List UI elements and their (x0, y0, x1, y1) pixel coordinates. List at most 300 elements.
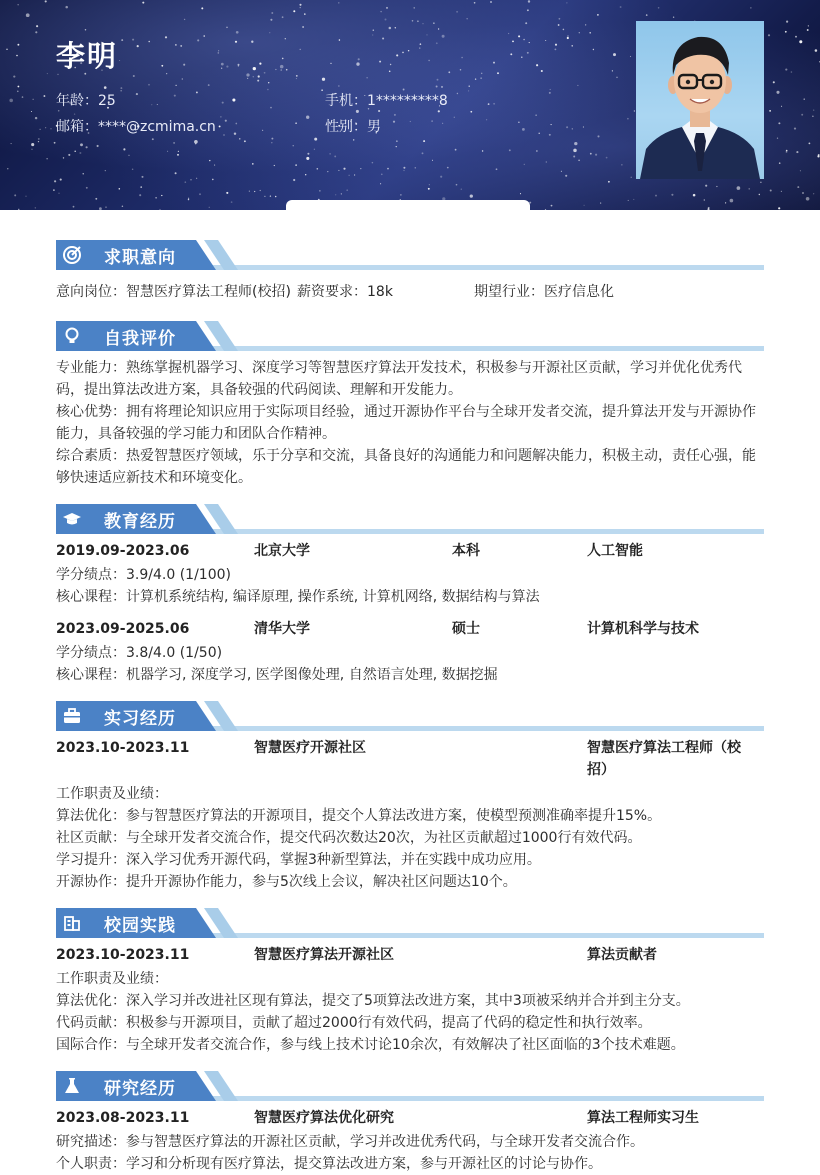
edu-school: 北京大学 (254, 543, 310, 559)
research-line: 研究描述：参与智慧医疗算法的开源社区贡献，学习并改进优秀代码，与全球开发者交流合作。 (56, 1134, 644, 1150)
star-dot (454, 117, 455, 118)
star-dot (561, 171, 562, 172)
star-dot (621, 164, 622, 165)
star-dot (330, 63, 331, 64)
star-dot (254, 191, 255, 192)
edu-courses: 核心课程：计算机系统结构, 编译原理, 操作系统, 计算机网络, 数据结构与算法 (56, 589, 540, 605)
star-dot (768, 34, 770, 36)
star-dot (550, 89, 551, 90)
star-dot (408, 50, 409, 51)
star-dot (142, 2, 144, 4)
star-dot (800, 170, 801, 171)
section-title: 校园实践 (104, 916, 176, 936)
campus-details (56, 968, 764, 1056)
campus-line: 代码贡献：积极参与开源项目，贡献了超过2000行有效代码，提高了代码的稳定性和执行效率。 (56, 1015, 652, 1031)
star-dot (188, 199, 190, 201)
star-dot (809, 143, 811, 145)
star-dot (199, 193, 201, 195)
header-notch (286, 200, 530, 212)
star-dot (808, 25, 809, 26)
star-dot (262, 130, 263, 131)
star-dot (258, 75, 260, 77)
star-dot (219, 125, 221, 127)
star-dot (31, 149, 32, 150)
star-dot (389, 71, 391, 73)
section-title: 实习经历 (104, 709, 176, 729)
star-dot (184, 19, 185, 20)
star-dot (785, 31, 787, 33)
star-dot (646, 14, 648, 16)
star-dot (470, 194, 473, 197)
research-org: 智慧医疗算法优化研究 (254, 1110, 394, 1126)
star-dot (349, 175, 350, 176)
star-dot (525, 22, 527, 24)
star-dot (314, 149, 315, 150)
edu-degree: 硕士 (452, 621, 480, 637)
star-dot (45, 0, 47, 2)
star-dot (234, 132, 236, 134)
star-dot (777, 138, 778, 139)
gender-info: 性别：男 (325, 119, 381, 135)
star-dot (319, 190, 320, 191)
star-dot (31, 143, 34, 146)
star-dot (252, 163, 254, 165)
campus-row (56, 944, 764, 966)
self-eval-paragraph: 专业能力：熟练掌握机器学习、深度学习等智慧医疗算法开发技术，积极参与开源社区贡献，学习并优化优秀代码，提出算法改进方案，具备较强的代码阅读、理解和开发能力。 (56, 360, 742, 398)
star-dot (593, 49, 594, 50)
star-dot (386, 7, 388, 9)
star-dot (573, 156, 575, 158)
star-dot (286, 69, 288, 71)
star-dot (373, 29, 374, 30)
star-dot (818, 154, 820, 156)
star-dot (433, 22, 434, 23)
star-dot (253, 67, 256, 70)
star-dot (441, 86, 443, 88)
edu-gpa: 学分绩点：3.8/4.0 (1/50) (56, 645, 223, 661)
star-dot (716, 186, 717, 187)
star-dot (436, 42, 438, 44)
star-dot (417, 20, 419, 22)
star-dot (673, 17, 674, 18)
star-dot (521, 56, 522, 57)
star-dot (119, 60, 120, 61)
section-title: 教育经历 (104, 512, 176, 532)
star-dot (600, 203, 601, 204)
star-dot (6, 49, 7, 50)
star-dot (437, 79, 439, 81)
star-dot (806, 197, 810, 201)
star-dot (338, 170, 339, 171)
star-dot (571, 45, 572, 46)
star-dot (280, 65, 284, 69)
star-dot (438, 110, 440, 112)
intern-period: 2023.10-2023.11 (56, 740, 190, 756)
star-dot (482, 150, 483, 151)
star-dot (86, 187, 88, 189)
star-dot (705, 185, 707, 187)
star-dot (275, 69, 276, 70)
star-dot (220, 116, 221, 117)
star-dot (152, 138, 154, 140)
star-dot (221, 63, 224, 66)
star-dot (225, 120, 227, 122)
intern-line: 工作职责及业绩： (56, 786, 168, 802)
star-dot (269, 32, 270, 33)
star-dot (58, 193, 59, 194)
star-dot (167, 151, 168, 152)
star-dot (671, 194, 673, 196)
star-dot (99, 207, 102, 210)
star-dot (394, 114, 396, 116)
star-dot (46, 158, 47, 159)
star-dot (509, 149, 511, 151)
star-dot (335, 194, 336, 195)
star-dot (14, 194, 16, 196)
star-dot (306, 157, 309, 160)
star-dot (508, 33, 509, 34)
star-dot (136, 93, 138, 95)
star-dot (274, 165, 275, 166)
intent-salary: 薪资要求：18k (297, 284, 393, 300)
star-dot (226, 27, 227, 28)
star-dot (26, 13, 30, 17)
star-dot (567, 37, 569, 39)
star-dot (804, 98, 805, 99)
star-dot (574, 142, 577, 145)
star-dot (133, 75, 135, 77)
star-dot (253, 76, 254, 77)
star-dot (223, 134, 224, 135)
star-dot (314, 138, 317, 141)
star-dot (343, 168, 345, 170)
star-dot (121, 90, 122, 91)
star-dot (35, 207, 36, 208)
intern-org: 智慧医疗开源社区 (254, 740, 366, 756)
star-dot (436, 86, 438, 88)
star-dot (65, 6, 68, 9)
self-eval-text (56, 357, 764, 489)
star-dot (235, 123, 237, 125)
star-dot (396, 54, 398, 56)
star-dot (460, 69, 462, 71)
star-dot (769, 110, 771, 112)
star-dot (799, 40, 802, 43)
star-dot (590, 153, 592, 155)
star-dot (567, 35, 569, 37)
star-dot (781, 191, 782, 192)
star-dot (527, 52, 529, 54)
star-dot (293, 10, 295, 12)
edu-school: 清华大学 (254, 621, 310, 637)
star-dot (385, 19, 387, 21)
star-dot (9, 99, 13, 103)
flask-icon (62, 1076, 82, 1096)
star-dot (360, 168, 361, 169)
star-dot (613, 53, 616, 56)
star-dot (183, 64, 185, 66)
star-dot (535, 115, 536, 116)
star-dot (387, 168, 389, 170)
star-dot (422, 152, 424, 154)
section-header-campus (56, 908, 764, 942)
star-dot (185, 181, 187, 183)
star-dot (161, 195, 162, 196)
star-dot (83, 173, 84, 174)
star-dot (218, 52, 220, 54)
star-dot (749, 188, 750, 189)
star-dot (469, 86, 470, 87)
star-dot (299, 4, 301, 6)
star-dot (584, 205, 585, 206)
star-dot (779, 162, 781, 164)
star-dot (510, 53, 512, 55)
campus-period: 2023.10-2023.11 (56, 947, 190, 963)
star-dot (403, 170, 404, 171)
star-dot (119, 188, 121, 190)
edu-courses: 核心课程：机器学习, 深度学习, 医学图像处理, 自然语言处理, 数据挖掘 (56, 667, 498, 683)
edu-period: 2019.09-2023.06 (56, 543, 190, 559)
star-dot (282, 16, 284, 18)
candidate-name: 李明 (56, 39, 119, 73)
star-dot (612, 70, 613, 71)
star-dot (173, 142, 175, 144)
star-dot (707, 208, 709, 210)
star-dot (523, 39, 525, 41)
star-dot (244, 140, 246, 142)
star-dot (551, 124, 552, 125)
star-dot (546, 161, 547, 162)
star-dot (165, 36, 167, 38)
star-dot (80, 143, 83, 146)
star-dot (17, 91, 19, 93)
star-dot (73, 206, 75, 208)
star-dot (786, 151, 788, 153)
star-dot (595, 154, 597, 156)
self-eval-paragraph: 综合素质：热爱智慧医疗领域，乐于分享和交流，具备良好的沟通能力和问题解决能力，积极主动，责任心强，能够快速适应新技术和环境变化。 (56, 448, 756, 486)
star-dot (295, 164, 297, 166)
star-dot (338, 85, 339, 86)
star-dot (33, 99, 34, 100)
star-dot (442, 35, 445, 38)
star-dot (177, 154, 179, 156)
star-dot (488, 103, 490, 105)
star-dot (246, 73, 249, 76)
star-dot (589, 32, 591, 34)
email-info: 邮箱：****@zcmima.cn (56, 119, 216, 135)
star-dot (353, 139, 354, 140)
section-header-education (56, 504, 764, 538)
star-dot (249, 191, 250, 192)
star-dot (493, 103, 495, 105)
star-dot (558, 24, 560, 26)
star-dot (730, 199, 734, 203)
star-dot (807, 29, 809, 31)
star-dot (196, 91, 198, 93)
star-dot (797, 186, 799, 188)
star-dot (518, 35, 520, 37)
section-header-research (56, 1071, 764, 1105)
campus-line: 国际合作：与全球开发者交流合作，参与线上技术讨论10余次，有效解决了社区面临的3个技术难题。 (56, 1037, 685, 1053)
star-dot (597, 14, 599, 16)
star-dot (549, 134, 551, 136)
star-dot (271, 138, 273, 140)
star-dot (54, 142, 56, 144)
star-dot (813, 193, 814, 194)
star-dot (306, 116, 309, 119)
star-dot (366, 77, 367, 78)
star-dot (486, 119, 487, 120)
star-dot (400, 194, 401, 195)
research-period: 2023.08-2023.11 (56, 1110, 190, 1126)
star-dot (317, 168, 319, 170)
star-dot (801, 114, 803, 116)
star-dot (474, 2, 476, 4)
star-dot (264, 196, 265, 197)
star-dot (7, 168, 8, 169)
star-dot (190, 179, 191, 180)
star-dot (180, 45, 182, 47)
intent-industry: 期望行业：医疗信息化 (474, 284, 614, 300)
star-dot (175, 44, 177, 46)
star-dot (50, 128, 51, 129)
star-dot (105, 206, 106, 207)
star-dot (161, 65, 163, 67)
star-dot (627, 118, 629, 120)
star-dot (354, 174, 355, 175)
star-dot (457, 93, 458, 94)
star-dot (448, 71, 450, 73)
star-dot (578, 159, 580, 161)
star-dot (270, 195, 271, 196)
star-dot (122, 205, 124, 207)
star-dot (300, 49, 301, 50)
star-dot (378, 110, 380, 112)
star-dot (74, 150, 76, 152)
star-dot (786, 21, 788, 23)
star-dot (415, 167, 416, 168)
star-dot (259, 63, 261, 65)
star-dot (13, 76, 15, 78)
star-dot (203, 35, 205, 37)
star-dot (307, 153, 309, 155)
star-dot (148, 41, 150, 43)
star-dot (251, 41, 253, 43)
star-dot (655, 195, 657, 197)
intern-line: 学习提升：深入学习优秀开源代码，掌握3种新型算法，并在实践中成功应用。 (56, 852, 541, 868)
star-dot (197, 39, 199, 41)
star-dot (796, 151, 798, 153)
star-dot (338, 2, 339, 3)
star-dot (58, 110, 60, 112)
star-dot (372, 34, 373, 35)
star-dot (175, 172, 177, 174)
education-row (56, 540, 764, 562)
intern-line: 算法优化：参与智慧医疗算法的开源项目，提交个人算法改进方案，使模型预测准确率提升15%。 (56, 808, 662, 824)
research-role: 算法工程师实习生 (587, 1110, 699, 1126)
star-dot (25, 196, 26, 197)
star-dot (419, 48, 420, 49)
star-dot (631, 177, 632, 178)
star-dot (208, 84, 210, 86)
star-dot (221, 68, 222, 69)
intern-role: 智慧医疗算法工程师（校 (587, 740, 741, 756)
star-dot (157, 104, 158, 105)
star-dot (212, 179, 214, 181)
star-dot (395, 27, 396, 28)
star-dot (815, 49, 818, 52)
age-info: 年龄：25 (56, 93, 116, 109)
star-dot (86, 146, 88, 148)
star-dot (573, 149, 577, 153)
star-dot (18, 209, 19, 210)
star-dot (121, 39, 123, 41)
star-dot (566, 126, 568, 128)
star-dot (520, 193, 521, 194)
star-dot (577, 85, 578, 86)
star-dot (68, 154, 70, 156)
star-dot (264, 72, 266, 74)
section-header-self (56, 321, 764, 355)
research-row (56, 1107, 764, 1129)
star-dot (201, 7, 203, 9)
star-dot (296, 78, 297, 79)
star-dot (341, 193, 342, 194)
star-dot (209, 207, 210, 208)
star-dot (268, 82, 269, 83)
star-dot (633, 199, 634, 200)
star-dot (380, 183, 381, 184)
section-title: 自我评价 (104, 329, 176, 349)
star-dot (85, 29, 86, 30)
star-dot (781, 106, 782, 107)
star-dot (97, 145, 99, 147)
star-dot (414, 7, 415, 8)
star-dot (18, 4, 19, 5)
section-title: 求职意向 (104, 248, 176, 268)
star-dot (773, 81, 775, 83)
star-dot (218, 50, 219, 51)
star-dot (282, 58, 284, 60)
star-dot (182, 78, 183, 79)
star-dot (358, 58, 360, 60)
star-dot (382, 37, 384, 39)
star-dot (235, 41, 237, 43)
star-dot (813, 109, 814, 110)
star-dot (38, 138, 40, 140)
star-dot (63, 157, 64, 158)
building-icon (62, 913, 82, 933)
edu-details (56, 642, 764, 686)
intern-role-cont: 招） (587, 762, 615, 778)
star-dot (559, 18, 561, 20)
briefcase-icon (62, 706, 82, 726)
star-dot (381, 173, 383, 175)
star-dot (456, 184, 458, 186)
star-dot (412, 20, 414, 22)
star-dot (475, 78, 476, 79)
star-dot (518, 122, 519, 123)
star-dot (634, 110, 635, 111)
campus-line: 算法优化：深入学习并改进社区现有算法，提交了5项算法改进方案，其中3项被采纳并合并到主分支。 (56, 993, 690, 1009)
star-dot (166, 73, 167, 74)
section-header-internship (56, 701, 764, 735)
star-dot (795, 36, 797, 38)
star-dot (403, 167, 405, 169)
star-dot (188, 198, 189, 199)
star-dot (428, 188, 430, 190)
star-dot (270, 19, 272, 21)
